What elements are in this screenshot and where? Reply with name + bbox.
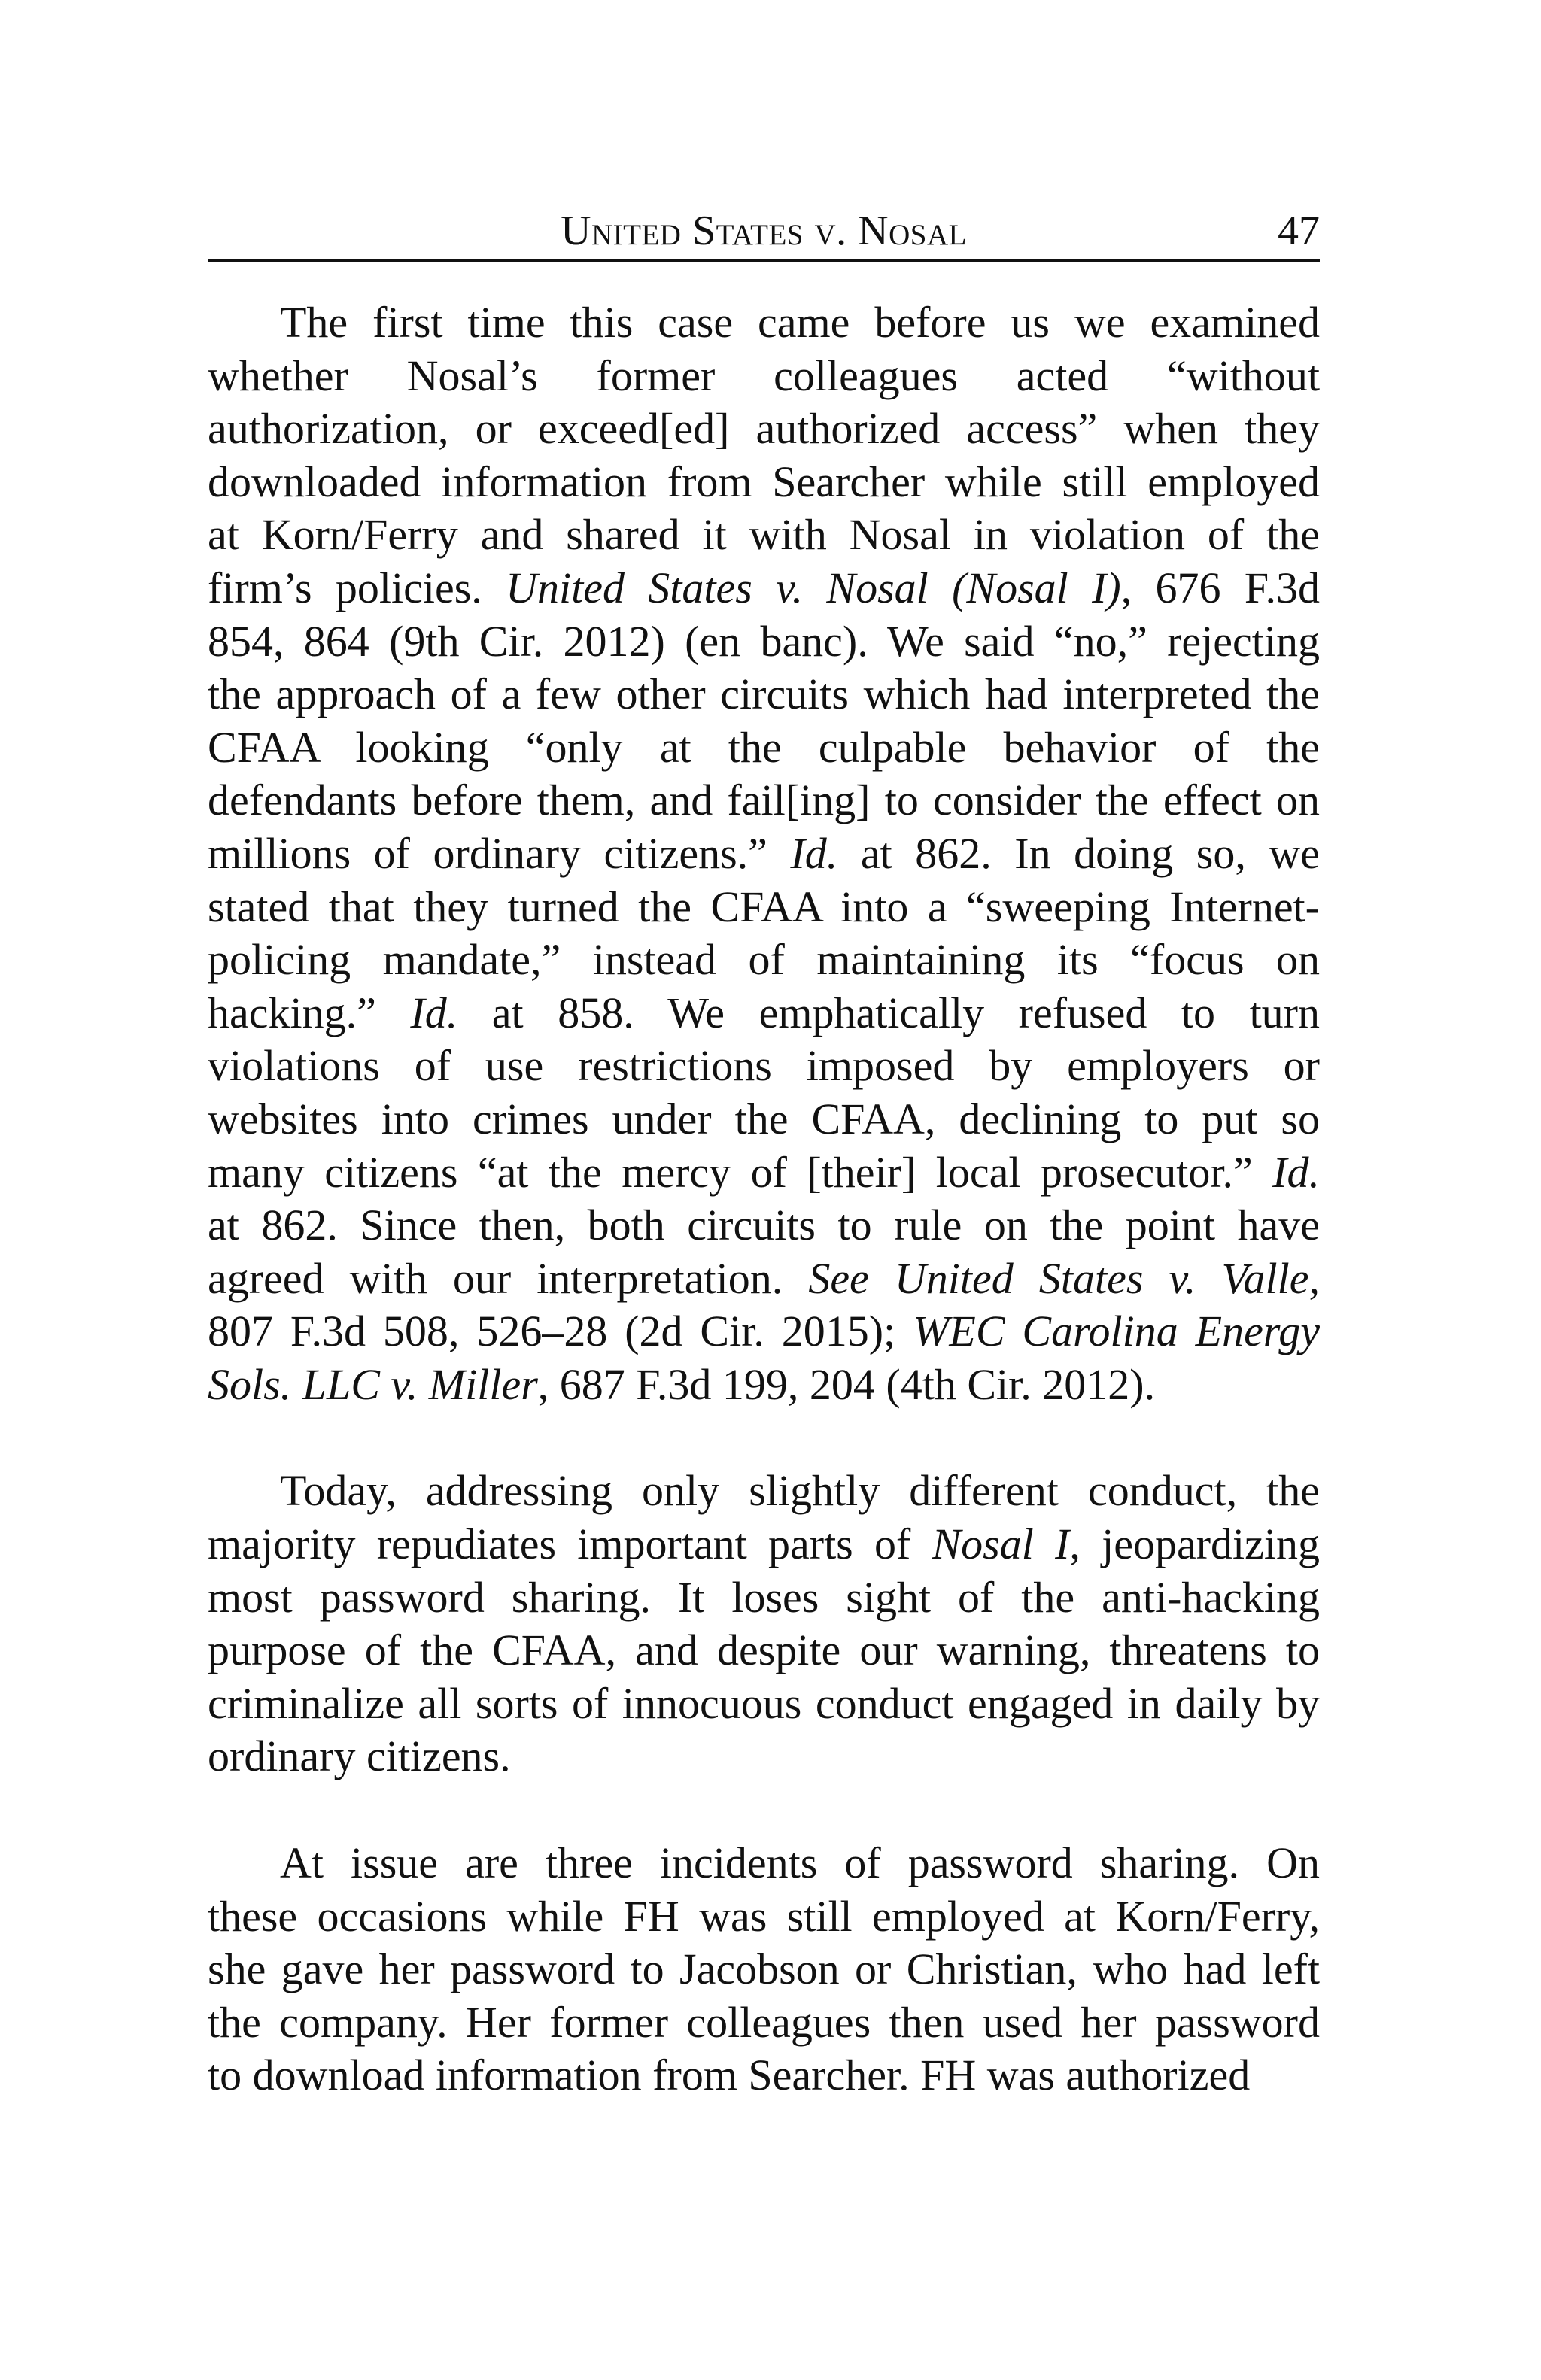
text-line <box>208 1837 1320 1890</box>
text-run: , <box>1308 1253 1321 1303</box>
text-line <box>208 1040 1320 1093</box>
text-line <box>208 1465 1320 1518</box>
text-run: majority repudiates important parts of <box>208 1519 932 1569</box>
text-line <box>208 933 1320 987</box>
text-line <box>208 721 1320 775</box>
text-run: Today, addressing only slightly different conduct, the <box>280 1466 1320 1516</box>
text-line <box>208 774 1320 827</box>
text-line <box>208 1199 1320 1252</box>
text-run: criminalize all sorts of innocuous conduct engaged in daily by <box>208 1678 1320 1728</box>
text-line <box>208 1624 1320 1677</box>
text-line <box>208 296 1320 350</box>
text-run: policing mandate,” instead of maintaining its “focus on <box>208 935 1320 985</box>
text-run: downloaded information from Searcher while still employed <box>208 457 1320 506</box>
text-run: whether Nosal’s former colleagues acted “without <box>208 351 1320 400</box>
text-line <box>208 1890 1320 1944</box>
text-run: , jeopardizing <box>1069 1519 1321 1569</box>
page-number: 47 <box>1278 208 1320 254</box>
text-line <box>208 402 1320 456</box>
text-run: authorization, or exceed[ed] authorized access” when they <box>208 404 1320 454</box>
text-line <box>208 1093 1320 1146</box>
text-run: these occasions while FH was still employed at Korn/Ferry, <box>208 1891 1320 1941</box>
text-line <box>208 881 1320 934</box>
citation-italic: Nosal I <box>932 1519 1070 1569</box>
text-run: at 858. We emphatically refused to turn <box>457 988 1321 1037</box>
text-run: millions of ordinary citizens.” <box>208 828 791 878</box>
text-line <box>208 1252 1320 1306</box>
citation-italic: United States v. Nosal (Nosal I) <box>506 563 1121 612</box>
paragraph-3 <box>208 1837 1320 2102</box>
text-run: CFAA looking “only at the culpable behavior of the <box>208 722 1320 772</box>
text-run: ordinary citizens. <box>208 1732 511 1781</box>
text-run: she gave her password to Jacobson or Christian, who had left <box>208 1944 1320 1994</box>
text-run: websites into crimes under the CFAA, declining to put so <box>208 1094 1320 1143</box>
text-run: hacking.” <box>208 988 411 1037</box>
citation-italic: Id. <box>410 988 458 1037</box>
text-line <box>208 827 1320 881</box>
text-run: at Korn/Ferry and shared it with Nosal in violation of the <box>208 510 1320 560</box>
running-title: United States v. Nosal <box>561 208 967 254</box>
citation-italic: Id. <box>790 828 838 878</box>
paragraph-2 <box>208 1465 1320 1783</box>
text-line <box>208 562 1320 615</box>
text-run: many citizens “at the mercy of [their] local prosecutor.” <box>208 1147 1273 1197</box>
text-run: violations of use restrictions imposed by employers or <box>208 1041 1320 1091</box>
text-run: 807 F.3d 508, 526–28 (2d Cir. 2015); <box>208 1307 913 1356</box>
text-run: defendants before them, and fail[ing] to consider the effect on <box>208 776 1320 825</box>
text-line <box>208 1146 1320 1200</box>
text-run: At issue are three incidents of password sharing. On <box>280 1838 1320 1888</box>
text-run: purpose of the CFAA, and despite our warning, threatens to <box>208 1626 1320 1675</box>
running-header <box>208 203 1320 262</box>
citation-italic: Sols. LLC v. Miller <box>208 1359 538 1409</box>
text-run: the company. Her former colleagues then used her password <box>208 1997 1320 2047</box>
text-run: , 676 F.3d <box>1120 563 1320 612</box>
text-line <box>208 615 1320 669</box>
text-line <box>208 1358 1320 1412</box>
citation-italic: Id. <box>1272 1147 1320 1197</box>
text-line <box>208 1677 1320 1731</box>
text-run: most password sharing. It loses sight of the anti-hacking <box>208 1572 1320 1622</box>
text-run: to download information from Searcher. FH was authorized <box>208 2051 1251 2100</box>
text-run: The first time this case came before us we examined <box>280 298 1320 347</box>
text-line <box>208 1571 1320 1625</box>
text-run: at 862. In doing so, we <box>837 828 1320 878</box>
text-run: stated that they turned the CFAA into a “sweeping Internet- <box>208 882 1320 931</box>
text-line <box>208 1305 1320 1358</box>
text-run: , 687 F.3d 199, 204 (4th Cir. 2012). <box>537 1359 1156 1409</box>
text-line <box>208 456 1320 509</box>
text-line <box>208 2049 1320 2102</box>
text-run: firm’s policies. <box>208 563 506 612</box>
text-line <box>208 987 1320 1040</box>
text-run: agreed with our interpretation. <box>208 1253 809 1303</box>
paragraph-1 <box>208 296 1320 1411</box>
text-line <box>208 350 1320 403</box>
text-line <box>208 668 1320 721</box>
text-line <box>208 1730 1320 1783</box>
text-line <box>208 1518 1320 1571</box>
citation-italic: WEC Carolina Energy <box>913 1307 1320 1356</box>
citation-italic: See United States v. Valle <box>808 1253 1309 1303</box>
text-line <box>208 1996 1320 2050</box>
text-run: 854, 864 (9th Cir. 2012) (en banc). We said “no,” rejecting <box>208 616 1320 666</box>
text-line <box>208 1943 1320 1996</box>
text-run: at 862. Since then, both circuits to rule on the point have <box>208 1201 1320 1250</box>
text-run: the approach of a few other circuits which had interpreted the <box>208 669 1320 719</box>
document-page <box>208 203 1320 2102</box>
text-line <box>208 508 1320 562</box>
